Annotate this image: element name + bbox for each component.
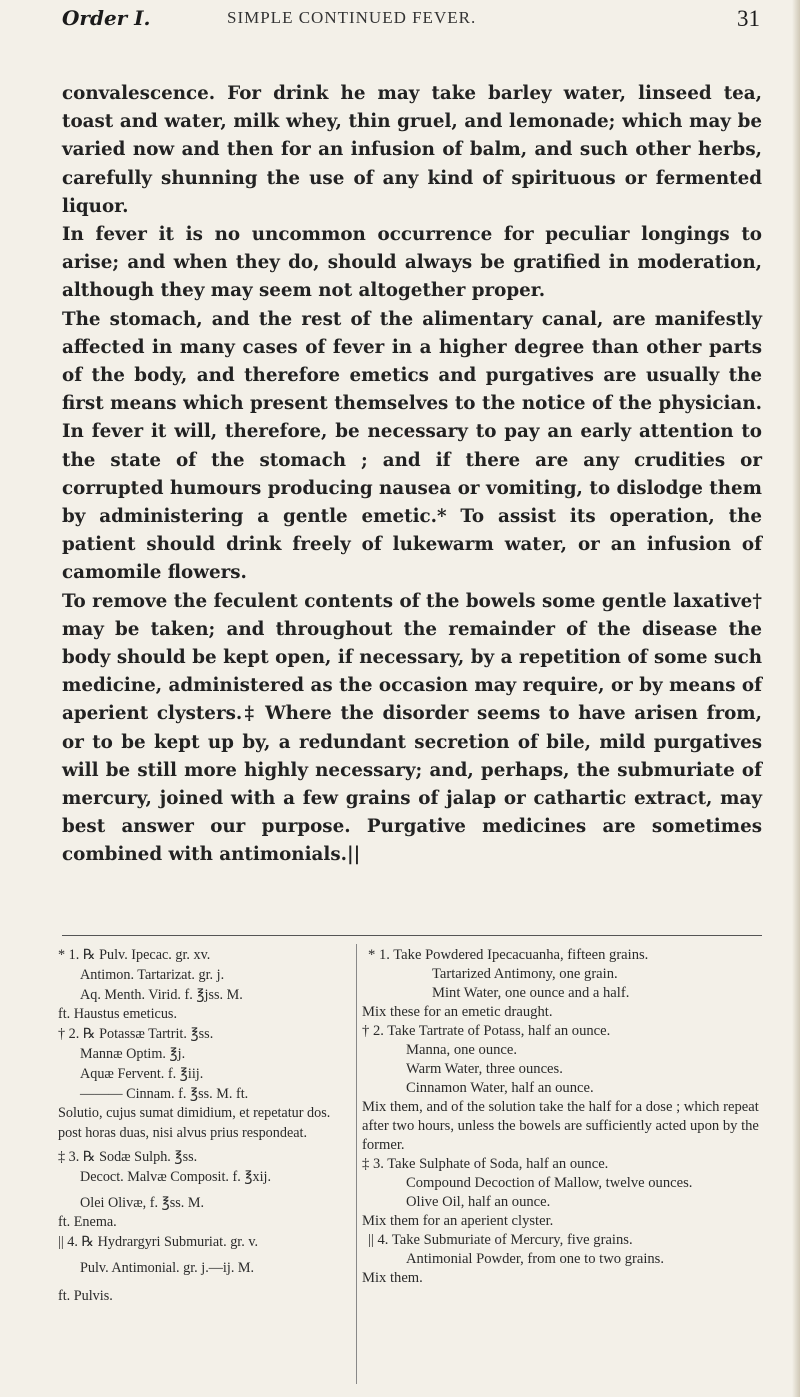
footnote-line: Mannæ Optim. ℥j. xyxy=(80,1045,186,1062)
footnote-line: Warm Water, three ounces. xyxy=(406,1061,563,1077)
footnote-rule xyxy=(62,935,762,936)
footnotes-latin xyxy=(58,946,348,1307)
page-number: 31 xyxy=(737,6,760,31)
footnote-line: || 4. Take Submuriate of Mercury, five grains. xyxy=(368,1232,633,1248)
footnote-line: Solutio, cujus sumat dimidium, et repetatur dos. post horas duas, nisi alvus prius respondeat. xyxy=(58,1105,331,1142)
footnote-line: Olei Olivæ, f. ℥ss. M. xyxy=(80,1194,205,1211)
footnote-line: ——— Cinnam. f. ℥ss. M. ft. xyxy=(80,1085,249,1102)
section-label: Order I. xyxy=(62,6,151,30)
footnote-line: || 4. ℞ Hydrargyri Submuriat. gr. v. xyxy=(58,1234,259,1251)
footnote-line: Cinnamon Water, half an ounce. xyxy=(406,1080,594,1096)
footnote-line: Aq. Menth. Virid. f. ℥jss. M. xyxy=(80,986,243,1003)
footnote-line: Antimonial Powder, from one to two grains. xyxy=(406,1251,665,1267)
footnote-line: Pulv. Antimonial. gr. j.—ij. M. xyxy=(80,1259,255,1276)
footnote-line: ‡ 3. Take Sulphate of Soda, half an ounce. xyxy=(362,1156,609,1172)
paragraph: To remove the feculent contents of the bowels some gentle laxative† may be taken; and throughout the remainder of the disease the body should be kept open, if necessary, by a repetition of some such medicine, administered as the occasion may require, or by means of aperient clysters.‡ Where the disorder seems to have arisen from, or to be kept up by, a redundant secretion of bile, mild purgatives will be still more highly necessary; and, perhaps, the submuriate of mercury, joined with a few grains of jalap or cathartic extract, may best answer our purpose. Purgative medicines are sometimes combined with antimonials.|| xyxy=(62,590,762,866)
column-divider xyxy=(356,944,357,1384)
running-header xyxy=(62,6,762,46)
footnote-line: * 1. Take Powdered Ipecacuanha, fifteen grains. xyxy=(368,947,649,963)
footnote-line: ft. Haustus emeticus. xyxy=(58,1006,177,1023)
paragraph: In fever it is no uncommon occurrence for peculiar longings to arise; and when they do, should always be gratified in moderation, although they may seem not altogether proper. xyxy=(62,224,762,302)
footnote-line: Antimon. Tartarizat. gr. j. xyxy=(80,966,225,983)
footnote-line: Mix these for an emetic draught. xyxy=(362,1004,553,1020)
footnote-line: Mix them for an aperient clyster. xyxy=(362,1213,554,1229)
footnote-line: Mix them, and of the solution take the half for a dose ; which repeat after two hours, unless the bowels are sufficiently acted upon by the former. xyxy=(362,1099,759,1153)
paragraph: The stomach, and the rest of the alimentary canal, are manifestly affected in many cases of fever in a higher degree than other parts of the body, and therefore emetics and purgatives are usually the first means which present themselves to the notice of the physician. In fever it will, therefore, be necessary to pay an early attention to the state of the stomach ; and if there are any crudities or corrupted humours producing nausea or vomiting, to dislodge them by administering a gentle emetic.* To assist its operation, the patient should drink freely of lukewarm water, or an infusion of camomile flowers. xyxy=(62,308,762,584)
footnote-line: Tartarized Antimony, one grain. xyxy=(432,966,618,982)
footnote-line: Compound Decoction of Mallow, twelve ounces. xyxy=(406,1175,693,1191)
footnote-line: * 1. ℞ Pulv. Ipecac. gr. xv. xyxy=(58,947,211,963)
footnote-line: ft. Enema. xyxy=(58,1214,117,1231)
footnote-line: Olive Oil, half an ounce. xyxy=(406,1194,551,1210)
footnote-line: Mint Water, one ounce and a half. xyxy=(432,985,630,1001)
page-edge xyxy=(792,0,800,1397)
footnote-line: ‡ 3. ℞ Sodæ Sulph. ℥ss. xyxy=(58,1148,198,1165)
footnote-line: Decoct. Malvæ Composit. f. ℥xij. xyxy=(80,1168,272,1185)
running-title: SIMPLE CONTINUED FEVER. xyxy=(227,8,477,27)
paragraph: convalescence. For drink he may take barley water, linseed tea, toast and water, milk whey, thin gruel, and lemonade; which may be varied now and then for an infusion of balm, and such other herbs, carefully shunning the use of any kind of spirituous or fermented liquor. xyxy=(62,83,762,217)
footnote-line: Mix them. xyxy=(362,1270,423,1286)
footnote-line: Aquæ Fervent. f. ℥iij. xyxy=(80,1065,204,1082)
footnotes-english xyxy=(362,946,762,1288)
footnote-line: † 2. ℞ Potassæ Tartrit. ℥ss. xyxy=(58,1026,214,1043)
footnote-line: ft. Pulvis. xyxy=(58,1287,113,1304)
footnote-line: † 2. Take Tartrate of Potass, half an ounce. xyxy=(362,1023,611,1039)
main-text xyxy=(62,80,762,870)
footnote-line: Manna, one ounce. xyxy=(406,1042,518,1058)
